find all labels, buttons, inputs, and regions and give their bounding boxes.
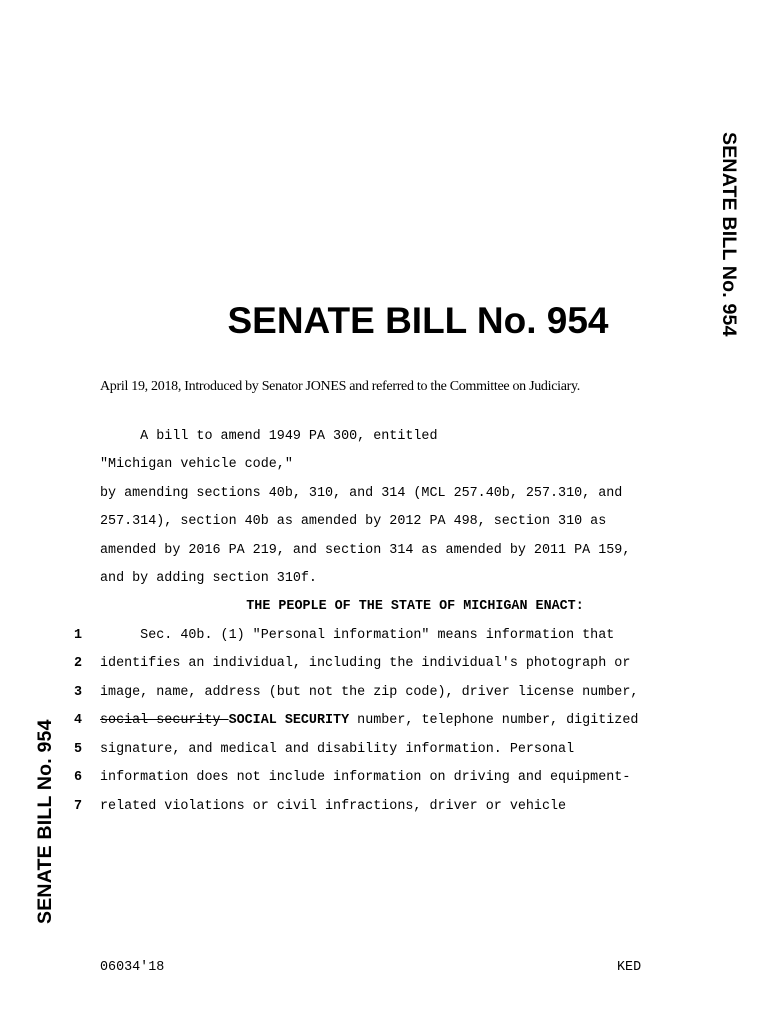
enacting-clause: THE PEOPLE OF THE STATE OF MICHIGAN ENACT: — [246, 599, 584, 614]
body-line: information does not include information on driving and equipment- — [100, 770, 631, 785]
line-number: 3 — [73, 685, 82, 700]
preamble-line: and by adding section 310f. — [100, 571, 317, 586]
preamble-line: amended by 2016 PA 219, and section 314 as amended by 2011 PA 159, — [100, 543, 631, 558]
line-number: 5 — [73, 742, 82, 757]
line-number: 7 — [73, 799, 82, 814]
preamble-line: 257.314), section 40b as amended by 2012 PA 498, section 310 as — [100, 514, 607, 529]
body-line: signature, and medical and disability information. Personal — [100, 742, 575, 757]
body-line: Sec. 40b. (1) "Personal information" means information that — [100, 628, 615, 643]
body-line: identifies an individual, including the individual's photograph or — [100, 656, 631, 671]
body-line — [100, 711, 638, 731]
line-number: 1 — [73, 628, 82, 643]
body-line: image, name, address (but not the zip code), driver license number, — [100, 685, 639, 700]
footer-drafter-initials: KED — [617, 960, 642, 975]
inserted-text: SOCIAL SECURITY — [228, 713, 350, 728]
body-line: related violations or civil infractions, driver or vehicle — [100, 799, 567, 814]
line-number: 6 — [73, 770, 82, 785]
line-number: 4 — [73, 713, 82, 728]
preamble-line: by amending sections 40b, 310, and 314 (MCL 257.40b, 257.310, and — [100, 486, 623, 501]
introduction-line: April 19, 2018, Introduced by Senator JONES and referred to the Committee on Judiciary. — [100, 379, 580, 394]
footer-document-code: 06034'18 — [100, 960, 165, 975]
line-number: 2 — [73, 656, 82, 671]
side-label-left: SENATE BILL No. 954 — [34, 719, 56, 924]
bill-title: SENATE BILL No. 954 — [227, 300, 609, 341]
body-line-rest: number, telephone number, digitized — [349, 713, 639, 728]
struck-text: social security — [100, 713, 229, 728]
preamble-line: A bill to amend 1949 PA 300, entitled — [100, 429, 438, 444]
side-label-right: SENATE BILL No. 954 — [718, 132, 740, 337]
preamble-line: "Michigan vehicle code," — [100, 457, 293, 472]
